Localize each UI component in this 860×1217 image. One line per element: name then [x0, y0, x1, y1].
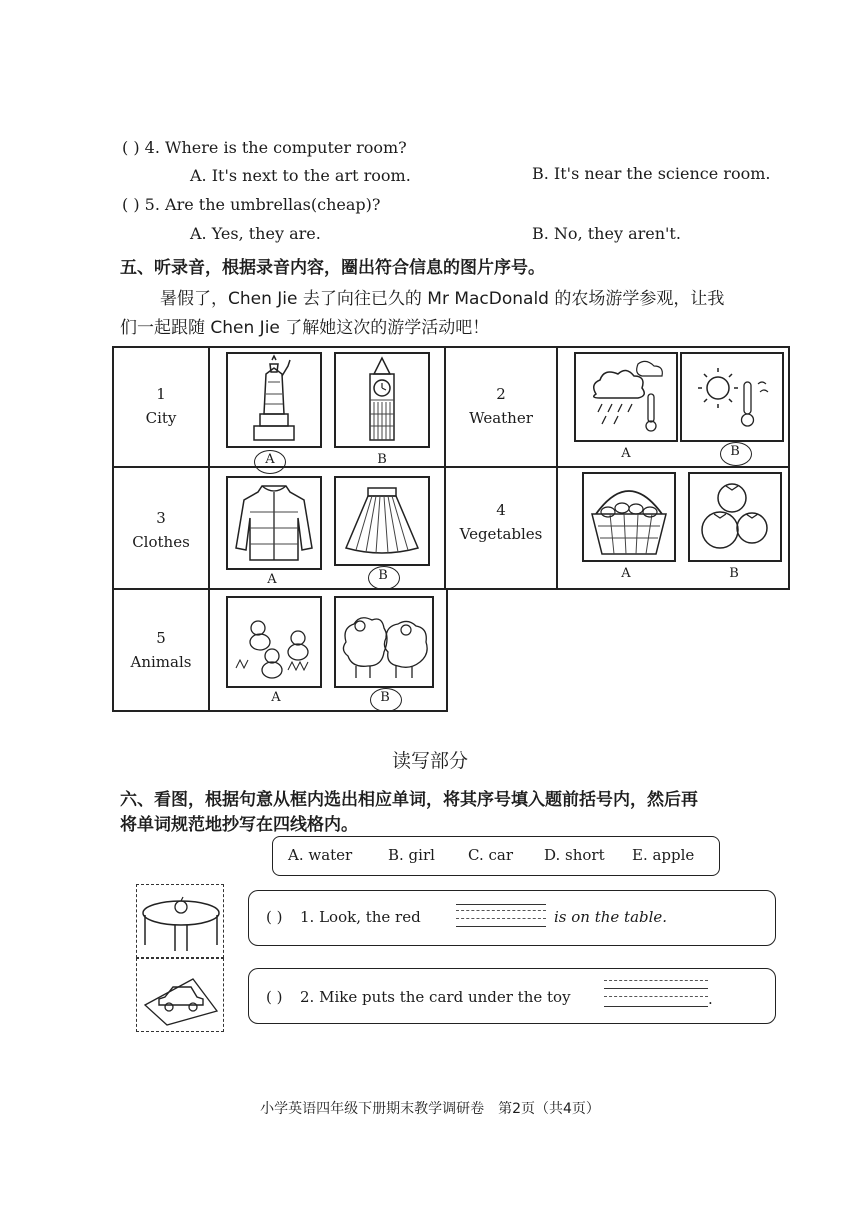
grid-label-cell-3: [112, 466, 210, 590]
q5-question: 5. Are the umbrellas(cheap)?: [144, 195, 381, 214]
big-ben-icon[interactable]: [334, 352, 430, 448]
item5-option-a[interactable]: A: [271, 690, 281, 705]
page-footer: 小学英语四年级下册期末教学调研卷 第2页（共4页）: [260, 1101, 600, 1117]
item1-name: City: [145, 409, 177, 427]
q5-line: [122, 195, 380, 214]
coat-icon[interactable]: [226, 476, 322, 570]
item2-option-a[interactable]: A: [621, 446, 631, 461]
item1-option-b[interactable]: B: [377, 452, 387, 467]
item5-number: 5: [156, 629, 166, 647]
sentence1-text-end: is on the table.: [554, 908, 668, 926]
item3-number: 3: [156, 509, 166, 527]
sentence2-text-start: 2. Mike puts the card under the toy: [300, 988, 571, 1006]
grid-label-cell-5: [112, 588, 210, 712]
sentence1-text-start: 1. Look, the red: [300, 908, 421, 926]
item3-option-b[interactable]: B: [378, 568, 388, 583]
item5-option-b[interactable]: B: [380, 690, 390, 705]
item4-name: Vegetables: [459, 525, 543, 543]
potato-basket-icon[interactable]: [582, 472, 676, 562]
word-option-a[interactable]: A. water: [288, 846, 353, 864]
word-option-c[interactable]: C. car: [468, 846, 513, 864]
word-option-e[interactable]: E. apple: [632, 846, 695, 864]
item2-option-b[interactable]: B: [730, 444, 740, 459]
grid-label-cell-1: [112, 346, 210, 468]
q4-line: [122, 138, 407, 157]
section6-heading-line2: 将单词规范地抄写在四线格内。: [120, 815, 358, 835]
item5-name: Animals: [130, 653, 192, 671]
item3-name: Clothes: [132, 533, 190, 551]
sheep-icon[interactable]: [334, 596, 434, 688]
grid-label-cell-2: [444, 346, 558, 468]
q5-paren[interactable]: ( ): [122, 195, 140, 214]
sentence2-paren[interactable]: ( ): [266, 988, 283, 1006]
item3-option-a[interactable]: A: [267, 572, 277, 587]
grid-label-cell-4: [444, 466, 558, 590]
q4-question: 4. Where is the computer room?: [144, 138, 407, 157]
toy-car-card-icon: [137, 959, 223, 1031]
q5-option-a: A. Yes, they are.: [190, 224, 321, 243]
picture-box-2: [136, 958, 224, 1032]
apple-on-table-icon: [137, 885, 223, 957]
section5-heading: 五、听录音，根据录音内容，圈出符合信息的图片序号。: [120, 258, 545, 278]
q4-paren[interactable]: ( ): [122, 138, 140, 157]
item1-option-a[interactable]: A: [265, 452, 275, 467]
item4-number: 4: [496, 501, 506, 519]
skirt-icon[interactable]: [334, 476, 430, 566]
sentence1-paren[interactable]: ( ): [266, 908, 283, 926]
statue-of-liberty-icon[interactable]: [226, 352, 322, 448]
item1-number: 1: [156, 385, 166, 403]
item2-number: 2: [496, 385, 506, 403]
rainy-cold-icon[interactable]: [574, 352, 678, 442]
tomatoes-icon[interactable]: [688, 472, 782, 562]
item4-option-a[interactable]: A: [621, 566, 631, 581]
item4-option-b[interactable]: B: [729, 566, 739, 581]
sunny-hot-icon[interactable]: [680, 352, 784, 442]
word-option-d[interactable]: D. short: [544, 846, 605, 864]
q4-option-b: B. It's near the science room.: [532, 164, 771, 183]
section6-heading-line1: 六、看图，根据句意从框内选出相应单词，将其序号填入题前括号内，然后再: [120, 790, 698, 810]
readwrite-title: 读写部分: [391, 750, 468, 772]
sentence2-text-end: .: [708, 990, 713, 1008]
chicks-icon[interactable]: [226, 596, 322, 688]
q5-option-b: B. No, they aren't.: [532, 224, 681, 243]
picture-box-1: [136, 884, 224, 958]
item2-name: Weather: [469, 409, 533, 427]
word-option-b[interactable]: B. girl: [388, 846, 435, 864]
q4-option-a: A. It's next to the art room.: [190, 166, 411, 185]
section5-intro-line1: 暑假了，Chen Jie 去了向往已久的 Mr MacDonald 的农场游学参观，让我: [160, 289, 725, 309]
section5-intro-line2: 们一起跟随 Chen Jie 了解她这次的游学活动吧！: [120, 318, 490, 338]
